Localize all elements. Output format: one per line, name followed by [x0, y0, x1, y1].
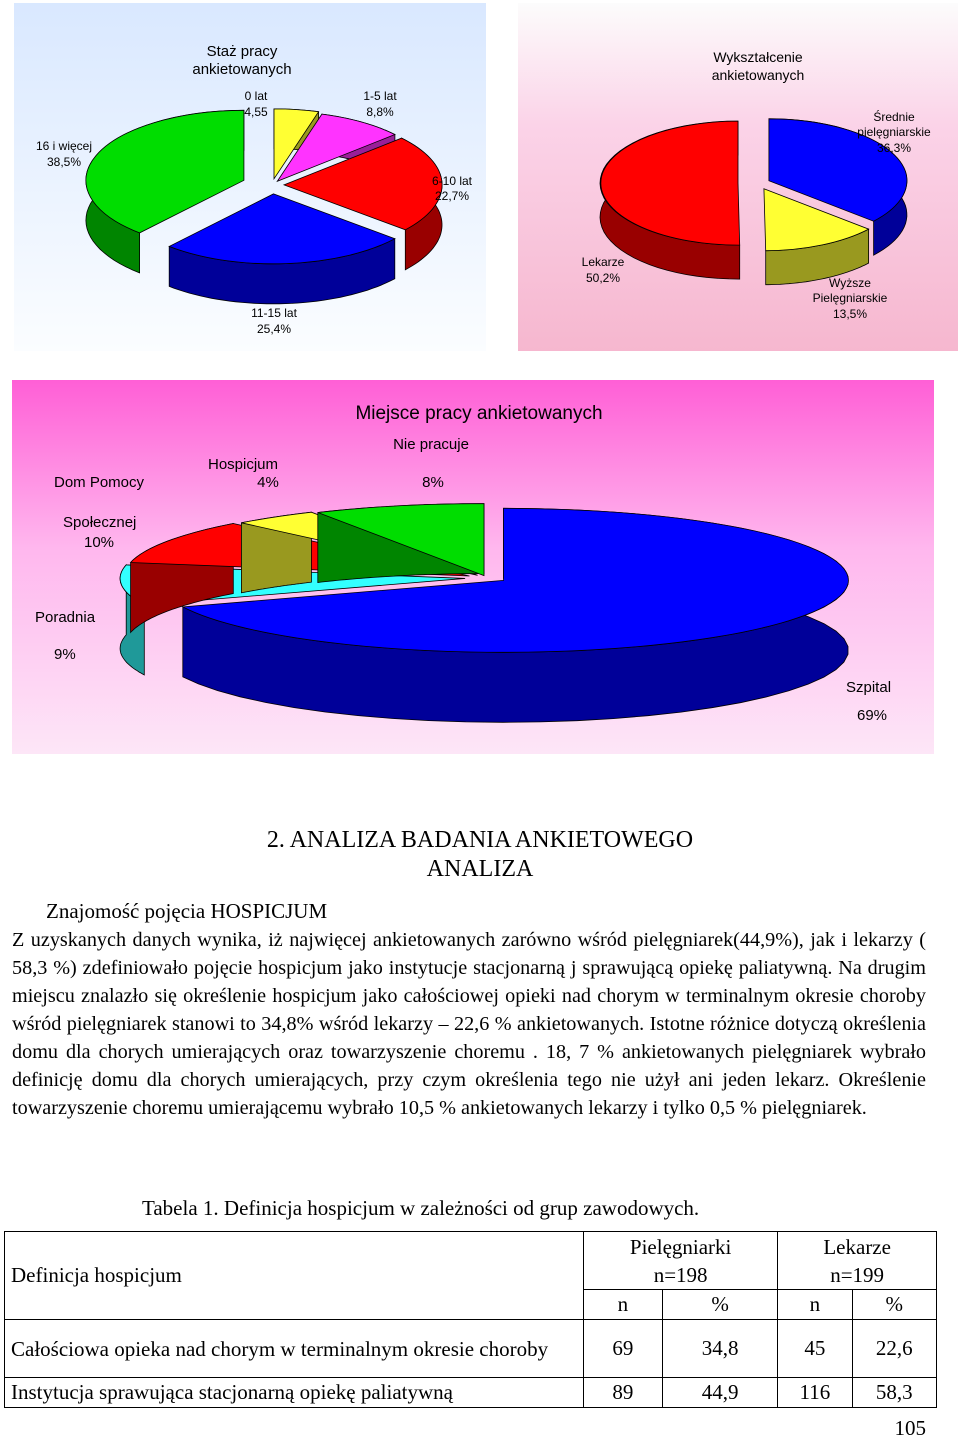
section-heading: 2. ANALIZA BADANIA ANKIETOWEGO	[266, 827, 694, 853]
definition-table	[4, 1231, 937, 1408]
row-label: Całościowa opieka nad chorym w terminalnym okresie choroby	[5, 1320, 584, 1378]
value-wyzsze: 13,5%	[832, 307, 868, 321]
value-1-5-lat: 8,8%	[366, 105, 394, 119]
table-row	[5, 1320, 937, 1378]
label-11-15-lat: 11-15 lat	[251, 306, 297, 320]
value-poradnia: 9%	[54, 646, 76, 663]
label-poradnia: Poradnia	[35, 609, 96, 626]
value-0-lat: 4,55	[244, 105, 268, 119]
subheader-n: n	[584, 1290, 663, 1320]
label-6-10-lat: 6-10 lat	[431, 174, 473, 188]
cell-n-doctors: 116	[778, 1378, 852, 1408]
cell-pct-nurses: 34,8	[662, 1320, 777, 1378]
topic-heading: Znajomość pojęcia HOSPICJUM	[46, 899, 328, 923]
label-1-5-lat: 1-5 lat	[363, 89, 397, 103]
cell-pct-doctors: 22,6	[852, 1320, 936, 1378]
value-hospicjum: 4%	[257, 474, 279, 491]
value-nie-pracuje: 8%	[422, 474, 444, 491]
chart-staz-svg	[14, 3, 486, 351]
label-nie-pracuje: Nie pracuje	[393, 436, 469, 453]
chart-title-line1: Wykształcenie	[713, 49, 803, 65]
table-caption: Tabela 1. Definicja hospicjum w zależności od grup zawodowych.	[142, 1196, 700, 1220]
value-dom-pomocy: 10%	[84, 534, 115, 551]
table-row	[5, 1378, 937, 1408]
subheader-pct: %	[852, 1290, 936, 1320]
header-group-doctors	[778, 1232, 937, 1290]
value-6-10-lat: 22,7%	[434, 189, 470, 203]
value-16-plus: 38,5%	[46, 155, 82, 169]
value-srednie: 36,3%	[876, 141, 912, 155]
label-srednie-2: pielęgniarskie	[857, 125, 931, 139]
chart-staz-pracy	[14, 3, 486, 351]
pie-slice-nie-pracuje	[318, 504, 484, 583]
header-doctors-n: n=199	[830, 1262, 885, 1287]
value-szpital: 69%	[857, 707, 888, 724]
label-dom-pomocy: Dom Pomocy	[54, 474, 145, 491]
chart-title: Miejsce pracy ankietowanych	[355, 403, 603, 424]
label-wyzsze: Wyższe	[829, 276, 871, 290]
cell-pct-doctors: 58,3	[852, 1378, 936, 1408]
label-wyzsze-2: Pielęgniarskie	[812, 291, 888, 305]
header-nurses-n: n=198	[653, 1262, 708, 1287]
label-lekarze: Lekarze	[581, 255, 625, 269]
row-label: Instytucja sprawująca stacjonarną opiekę paliatywną	[5, 1378, 584, 1408]
pie-slice-16-i-wi-cej-top	[86, 110, 244, 233]
label-srednie: Średnie	[873, 110, 915, 124]
label-0-lat: 0 lat	[244, 89, 268, 103]
chart-title-line2: ankietowanych	[192, 61, 292, 78]
page-number: 105	[894, 1416, 926, 1440]
label-16-plus: 16 i więcej	[35, 139, 93, 153]
label-szpital: Szpital	[846, 679, 892, 696]
section-subheading: ANALIZA	[426, 856, 534, 882]
header-definition: Definicja hospicjum	[5, 1232, 584, 1320]
chart-miejsce-pracy	[12, 380, 934, 754]
subheader-pct: %	[662, 1290, 777, 1320]
chart-miejsce-svg	[12, 380, 934, 754]
value-11-15-lat: 25,4%	[256, 322, 292, 336]
cell-n-nurses: 89	[584, 1378, 663, 1408]
label-hospicjum: Hospicjum	[207, 456, 279, 473]
cell-n-doctors: 45	[778, 1320, 852, 1378]
cell-n-nurses: 69	[584, 1320, 663, 1378]
chart-title-line1: Staż pracy	[206, 43, 278, 60]
value-lekarze: 50,2%	[585, 271, 621, 285]
chart-wyk-svg	[518, 3, 958, 351]
chart-title-line2: ankietowanych	[711, 67, 805, 83]
chart-wyksztalcenie	[518, 3, 958, 351]
header-group-nurses	[584, 1232, 778, 1290]
body-paragraph: Z uzyskanych danych wynika, iż najwięcej ankietowanych zarówno wśród pielęgniarek(44,9%), jak i lekarzy ( 58,3 %) zdefiniowało pojęcie hospicjum jako instytucje stacjonarną j sprawującą opiekę paliatywną. Na drugim miejscu znalazło się określenie hospicjum jako całościowej opieki nad chorym w terminalnym okresie choroby wśród pielęgniarek stanowi to 34,8% wśród lekarzy – 22,6 % ankietowanych. Istotne różnice dotyczą określenia domu dla chorych umierających oraz towarzyszenie choremu . 18, 7 % ankietowanych pielęgniarek wybrało definicję domu dla chorych umierających, przy czym określenia tego nie użył ani jeden lekarz. Określenie towarzyszenie choremu umierającemu wybrało 10,5 % ankietowanych lekarzy i tylko 0,5 % pielęgniarek.	[12, 929, 926, 1119]
cell-pct-nurses: 44,9	[662, 1378, 777, 1408]
header-nurses-label: Pielęgniarki	[629, 1234, 732, 1259]
label-dom-pomocy-2: Społecznej	[63, 514, 137, 531]
subheader-n: n	[778, 1290, 852, 1320]
header-doctors-label: Lekarze	[823, 1234, 891, 1259]
